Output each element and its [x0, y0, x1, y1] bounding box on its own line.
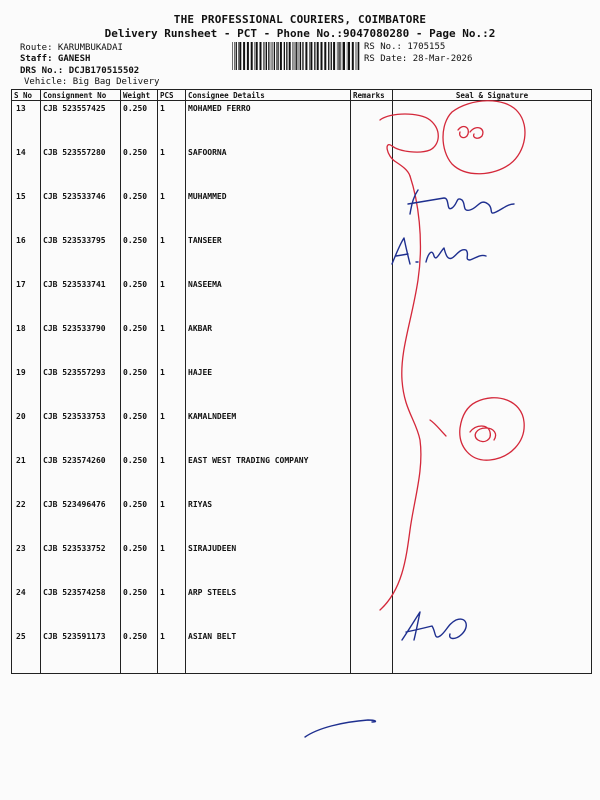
cell-seal-signature [393, 497, 592, 541]
cell-remarks [351, 585, 393, 629]
table-header-row [12, 90, 592, 101]
barcode-bar [243, 42, 245, 70]
cell-remarks [351, 277, 393, 321]
cell-weight: 0.250 [121, 277, 158, 321]
cell-remarks [351, 497, 393, 541]
cell-remarks [351, 321, 393, 365]
barcode-bar [305, 42, 307, 70]
header-consignee: Consignee Details [186, 90, 351, 101]
cell-sno: 18 [12, 321, 41, 365]
staff-label: Staff: GANESH [20, 54, 91, 64]
header-remarks: Remarks [351, 90, 393, 101]
cell-consignment-no: CJB 523533795 [41, 233, 121, 277]
cell-consignee: SIRAJUDEEN [186, 541, 351, 585]
cell-sno: 16 [12, 233, 41, 277]
barcode-bar [271, 42, 272, 70]
cell-pcs: 1 [158, 189, 186, 233]
cell-weight: 0.250 [121, 189, 158, 233]
header-weight: Weight [121, 90, 158, 101]
table-row [12, 321, 592, 365]
cell-consignee: KAMALNDEEM [186, 409, 351, 453]
cell-consignment-no: CJB 523533790 [41, 321, 121, 365]
rs-number: RS No.: 1705155 [364, 42, 446, 52]
header-seal-signature: Seal & Signature [393, 90, 592, 101]
barcode-bar [314, 42, 315, 70]
cell-seal-signature [393, 189, 592, 233]
cell-seal-signature [393, 365, 592, 409]
barcode-bar [234, 42, 235, 70]
cell-pcs: 1 [158, 365, 186, 409]
table-row [12, 365, 592, 409]
cell-seal-signature [393, 321, 592, 365]
barcode-bar [266, 42, 267, 70]
cell-remarks [351, 189, 393, 233]
table-row [12, 629, 592, 674]
cell-seal-signature [393, 409, 592, 453]
cell-seal-signature [393, 101, 592, 146]
cell-weight: 0.250 [121, 585, 158, 629]
cell-remarks [351, 409, 393, 453]
cell-weight: 0.250 [121, 497, 158, 541]
barcode-bar [337, 42, 338, 70]
barcode-bar [331, 42, 332, 70]
barcode-bar [260, 42, 262, 70]
cell-seal-signature [393, 453, 592, 497]
table-row [12, 101, 592, 146]
barcode-bar [280, 42, 282, 70]
barcode-bar [356, 42, 357, 70]
barcode-bar [277, 42, 278, 70]
cell-remarks [351, 453, 393, 497]
cell-sno: 20 [12, 409, 41, 453]
barcode-bar [238, 42, 239, 70]
cell-sno: 22 [12, 497, 41, 541]
cell-weight: 0.250 [121, 101, 158, 146]
cell-consignee: NASEEMA [186, 277, 351, 321]
cell-sno: 17 [12, 277, 41, 321]
barcode-bar [276, 42, 277, 70]
barcode-bar [239, 42, 241, 70]
cell-consignment-no: CJB 523557293 [41, 365, 121, 409]
cell-weight: 0.250 [121, 233, 158, 277]
barcode-bar [256, 42, 258, 70]
barcode-bar [347, 42, 348, 70]
cell-pcs: 1 [158, 145, 186, 189]
barcode-bar [352, 42, 354, 70]
barcode-bar [294, 42, 295, 70]
barcode-bar [317, 42, 319, 70]
cell-weight: 0.250 [121, 409, 158, 453]
cell-consignee: ARP STEELS [186, 585, 351, 629]
cell-weight: 0.250 [121, 365, 158, 409]
route-label: Route: KARUMBUKADAI [20, 43, 123, 53]
table-row [12, 145, 592, 189]
cell-pcs: 1 [158, 277, 186, 321]
barcode-bar [236, 42, 237, 70]
barcode-bar [296, 42, 297, 70]
cell-consignment-no: CJB 523533746 [41, 189, 121, 233]
table-row [12, 409, 592, 453]
cell-seal-signature [393, 541, 592, 585]
cell-seal-signature [393, 629, 592, 674]
cell-consignee: AKBAR [186, 321, 351, 365]
barcode-bar [251, 42, 253, 70]
barcode-bar [321, 42, 323, 70]
barcode-bar [348, 42, 350, 70]
blue-pen-stroke-bottom [305, 720, 375, 737]
cell-pcs: 1 [158, 541, 186, 585]
cell-remarks [351, 101, 393, 146]
barcode-bar [274, 42, 275, 70]
cell-weight: 0.250 [121, 145, 158, 189]
cell-remarks [351, 145, 393, 189]
cell-sno: 25 [12, 629, 41, 674]
cell-consignment-no: CJB 523533752 [41, 541, 121, 585]
cell-seal-signature [393, 233, 592, 277]
barcode-bar [324, 42, 326, 70]
company-name: THE PROFESSIONAL COURIERS, COIMBATORE [173, 13, 427, 26]
cell-pcs: 1 [158, 585, 186, 629]
barcode-bar [343, 42, 345, 70]
cell-weight: 0.250 [121, 541, 158, 585]
barcode-bar [255, 42, 256, 70]
cell-pcs: 1 [158, 321, 186, 365]
barcode-bar [342, 42, 343, 70]
barcode-image [232, 42, 360, 70]
cell-pcs: 1 [158, 101, 186, 146]
cell-consignment-no: CJB 523591173 [41, 629, 121, 674]
rs-date: RS Date: 28-Mar-2026 [364, 54, 473, 64]
barcode-bar [302, 42, 303, 70]
table-row [12, 233, 592, 277]
barcode-bar [328, 42, 329, 70]
barcode-bar [286, 42, 287, 70]
cell-weight: 0.250 [121, 629, 158, 674]
barcode-bar [309, 42, 310, 70]
cell-consignee: TANSEER [186, 233, 351, 277]
runsheet-table [11, 89, 592, 674]
cell-consignee: MOHAMED FERRO [186, 101, 351, 146]
barcode-bar [247, 42, 249, 70]
header-sno: S No [12, 90, 41, 101]
cell-pcs: 1 [158, 233, 186, 277]
barcode-bar [300, 42, 301, 70]
cell-pcs: 1 [158, 453, 186, 497]
barcode-bar [263, 42, 264, 70]
table-row [12, 277, 592, 321]
cell-consignee: MUHAMMED [186, 189, 351, 233]
barcode-bar [339, 42, 340, 70]
table-row [12, 541, 592, 585]
cell-consignment-no: CJB 523557425 [41, 101, 121, 146]
barcode-bar [358, 42, 359, 70]
cell-sno: 24 [12, 585, 41, 629]
cell-consignment-no: CJB 523557280 [41, 145, 121, 189]
barcode-bar [333, 42, 335, 70]
barcode-bar [268, 42, 269, 70]
barcode-bar [293, 42, 294, 70]
cell-consignment-no: CJB 523574260 [41, 453, 121, 497]
table-row [12, 189, 592, 233]
table-row [12, 453, 592, 497]
barcode-bar [338, 42, 339, 70]
cell-remarks [351, 365, 393, 409]
cell-sno: 19 [12, 365, 41, 409]
cell-remarks [351, 541, 393, 585]
cell-sno: 21 [12, 453, 41, 497]
cell-pcs: 1 [158, 497, 186, 541]
vehicle-label: Vehicle: Big Bag Delivery [24, 77, 160, 87]
table-row [12, 497, 592, 541]
barcode-bar [272, 42, 273, 70]
table-row [12, 585, 592, 629]
cell-consignment-no: CJB 523496476 [41, 497, 121, 541]
cell-weight: 0.250 [121, 321, 158, 365]
cell-sno: 23 [12, 541, 41, 585]
cell-consignee: SAFOORNA [186, 145, 351, 189]
cell-seal-signature [393, 277, 592, 321]
cell-consignee: ASIAN BELT [186, 629, 351, 674]
header-consignment: Consignment No [41, 90, 121, 101]
cell-seal-signature [393, 145, 592, 189]
barcode-bar [284, 42, 285, 70]
cell-consignment-no: CJB 523533753 [41, 409, 121, 453]
header-pcs: PCS [158, 90, 186, 101]
cell-pcs: 1 [158, 409, 186, 453]
cell-consignee: EAST WEST TRADING COMPANY [186, 453, 351, 497]
cell-sno: 13 [12, 101, 41, 146]
cell-pcs: 1 [158, 629, 186, 674]
barcode-bar [232, 42, 233, 70]
barcode-bar [295, 42, 296, 70]
cell-remarks [351, 629, 393, 674]
drs-number: DRS No.: DCJB170515502 [20, 66, 140, 76]
barcode-bar [357, 42, 358, 70]
cell-consignment-no: CJB 523574258 [41, 585, 121, 629]
cell-consignee: HAJEE [186, 365, 351, 409]
cell-weight: 0.250 [121, 453, 158, 497]
cell-consignee: RIYAS [186, 497, 351, 541]
runsheet-title: Delivery Runsheet - PCT - Phone No.:9047080280 - Page No.:2 [104, 27, 496, 40]
cell-consignment-no: CJB 523533741 [41, 277, 121, 321]
barcode-bar [310, 42, 312, 70]
barcode-bar [299, 42, 300, 70]
cell-remarks [351, 233, 393, 277]
cell-sno: 14 [12, 145, 41, 189]
cell-seal-signature [393, 585, 592, 629]
barcode-bar [289, 42, 291, 70]
barcode-bar [265, 42, 266, 70]
cell-sno: 15 [12, 189, 41, 233]
